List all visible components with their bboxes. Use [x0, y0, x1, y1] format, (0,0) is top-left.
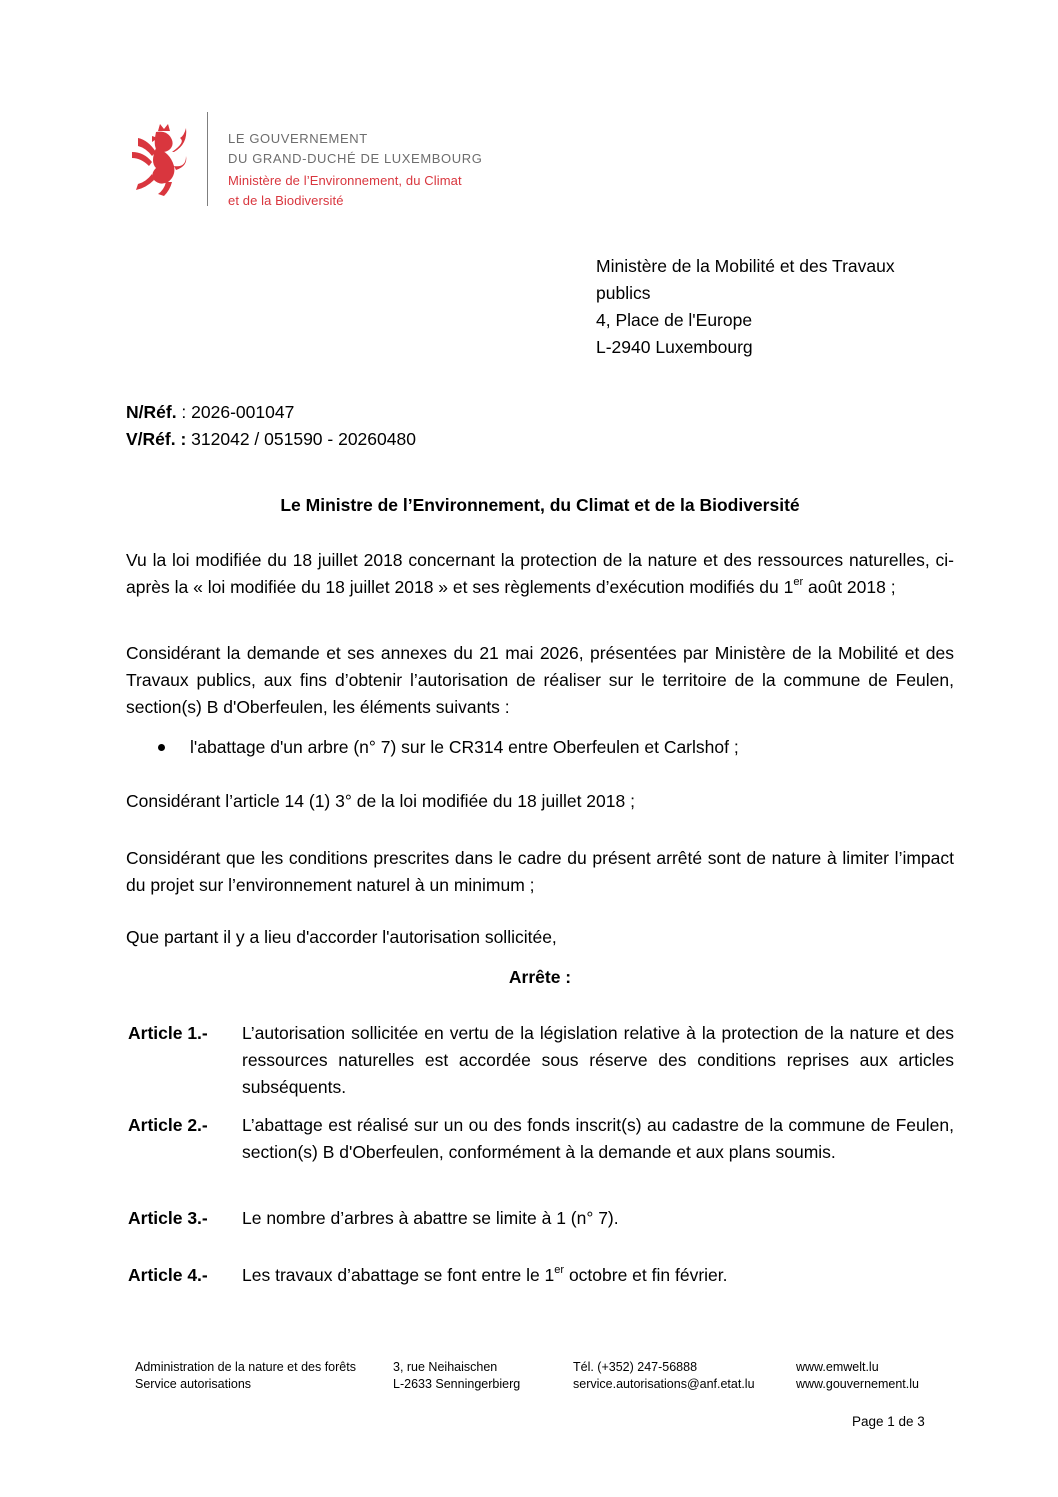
arrete-heading: Arrête :: [508, 967, 572, 987]
page-number: Page 1 de 3: [852, 1414, 925, 1429]
recipient-line1: Ministère de la Mobilité et des Travaux: [596, 256, 895, 276]
footer-link-gouvernement[interactable]: www.gouvernement.lu: [796, 1377, 919, 1391]
article-3-text: Le nombre d’arbres à abattre se limite à 1 (n° 7).: [242, 1208, 619, 1228]
red-lion-icon: [130, 122, 190, 198]
paragraph-vu: Vu la loi modifiée du 18 juillet 2018 concernant la protection de la nature et des ressources naturelles, ci-après la « loi modifiée du 18 juillet 2018 » et ses règlements d’exécution modifiés du 1er août 2018 ;: [126, 550, 954, 597]
recipient-line4: L-2940 Luxembourg: [596, 337, 753, 357]
recipient-line2: publics: [596, 283, 651, 303]
bullet-icon: [158, 744, 165, 751]
footer-address: 3, rue Neihaischen L-2633 Senningerbierg: [393, 1360, 521, 1391]
bullet-item: l'abattage d'un arbre (n° 7) sur le CR314 entre Oberfeulen et Carlshof ;: [190, 737, 739, 757]
letterhead-ministry: Ministère de l’Environnement, du Climat: [228, 173, 462, 188]
article-1-label: Article 1.-: [128, 1023, 208, 1043]
references: [126, 399, 416, 453]
paragraph-que-partant: Que partant il y a lieu d'accorder l'autorisation sollicitée,: [126, 927, 557, 947]
document-title: Le Ministre de l’Environnement, du Climat et de la Biodiversité: [280, 495, 800, 515]
recipient-address: [596, 253, 895, 361]
paragraph-considerant-article: Considérant l’article 14 (1) 3° de la loi modifiée du 18 juillet 2018 ;: [126, 791, 635, 811]
letterhead-line1: LE GOUVERNEMENT: [228, 131, 368, 146]
letterhead-line2: DU GRAND-DUCHÉ DE LUXEMBOURG: [228, 151, 483, 166]
article-4-label: Article 4.-: [128, 1265, 208, 1285]
our-ref-value: : 2026-001047: [176, 402, 295, 422]
recipient-line3: 4, Place de l'Europe: [596, 310, 753, 330]
our-ref-label: N/Réf.: [126, 402, 177, 422]
footer-administration: Administration de la nature et des forêts Service autorisations: [135, 1360, 356, 1391]
article-4-text: Les travaux d’abattage se font entre le 1er octobre et fin février.: [242, 1264, 728, 1285]
footer-contact: [573, 1359, 755, 1393]
paragraph-considerant-conditions: Considérant que les conditions prescrites dans le cadre du présent arrêté sont de nature à limiter l’impact du projet sur l’environnement naturel à un minimum ;: [126, 848, 954, 895]
article-2-text: L’abattage est réalisé sur un ou des fonds inscrit(s) au cadastre de la commune de Feulen, section(s) B d'Oberfeulen, conformément à la demande et aux plans soumis.: [242, 1115, 954, 1162]
article-2-label: Article 2.-: [128, 1115, 208, 1135]
your-ref-label: V/Réf. :: [126, 429, 187, 449]
article-1-text: L’autorisation sollicitée en vertu de la législation relative à la protection de la nature et des ressources naturelles est accordée sous réserve des conditions reprises aux articles subséquents.: [242, 1023, 954, 1097]
paragraph-considerant-demande: Considérant la demande et ses annexes du 21 mai 2026, présentées par Ministère de la Mobilité et des Travaux publics, aux fins d’obtenir l’autorisation de réaliser sur le territoire de la commune de Feulen, section(s) B d'Oberfeulen, les éléments suivants :: [126, 643, 954, 717]
letterhead-divider: [207, 112, 208, 206]
footer-email[interactable]: service.autorisations@anf.etat.lu: [573, 1377, 755, 1391]
footer-websites: [796, 1359, 919, 1393]
footer-link-emwelt[interactable]: www.emwelt.lu: [796, 1360, 879, 1374]
letterhead-ministry-cont: et de la Biodiversité: [228, 193, 344, 208]
your-ref-value: 312042 / 051590 - 20260480: [186, 429, 416, 449]
footer-phone: Tél. (+352) 247-56888: [573, 1360, 698, 1374]
article-3-label: Article 3.-: [128, 1208, 208, 1228]
